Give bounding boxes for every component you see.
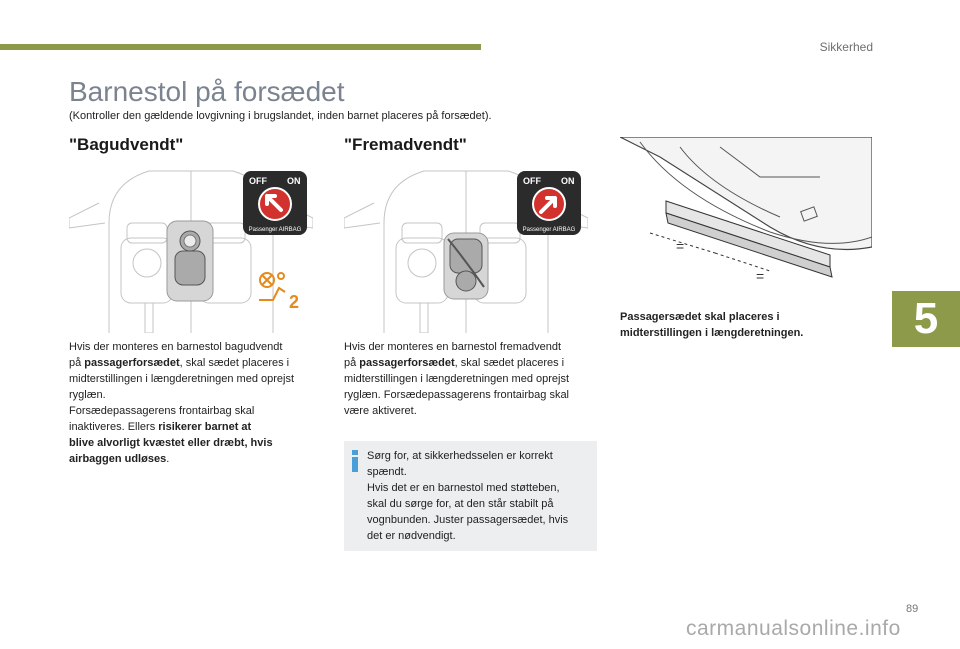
svg-text:ON: ON [561, 176, 575, 186]
info-icon [351, 450, 359, 472]
rear-facing-instructions: Hvis der monteres en barnestol bagudvendt på passagerforsædet, skal sædet placeres i midterstillingen i længderetningen med oprejst ryglæn. Forsædepassagerens frontairbag skal inaktiveres. Ellers risikerer barnet at blive alvorligt kvæstet eller dræbt, hvis airbaggen udløses. [69, 341, 295, 465]
svg-text:OFF: OFF [249, 176, 267, 186]
airbag-off-indicator-icon [243, 171, 307, 235]
svg-text:Passenger AIRBAG: Passenger AIRBAG [522, 227, 576, 233]
front-facing-instructions: Hvis der monteres en barnestol fremadvendt på passagerforsædet, skal sædet placeres i midterstillingen i længderetningen med oprejst ryglæn. Forsædepassagerens frontairbag skal være aktiveret. [344, 341, 570, 417]
svg-text:ON: ON [287, 176, 301, 186]
chapter-tab: 5 [892, 291, 960, 347]
airbag-on-indicator-icon [517, 171, 581, 235]
seat-rail-caption: Passagersædet skal placeres i midterstillingen i længderetningen. [620, 311, 804, 339]
header-accent-bar [0, 44, 481, 50]
page-number: 89 [906, 603, 919, 615]
svg-text:OFF: OFF [523, 176, 541, 186]
svg-text:Passenger AIRBAG: Passenger AIRBAG [248, 227, 302, 233]
info-note-box [344, 441, 597, 551]
airbag-warning-light-icon [255, 270, 303, 310]
page-title: Barnestol på forsædet [69, 76, 345, 107]
svg-text:2: 2 [289, 292, 300, 310]
info-note-text: Sørg for, at sikkerhedsselen er korrekt spændt. Hvis det er en barnestol med støtteben, skal du sørge for, at den står stabilt på vognbunden. Juster passagersædet, hvis det er nødvendigt. [367, 450, 569, 542]
section-name: Sikkerhed [819, 40, 873, 54]
front-facing-heading: "Fremadvendt" [344, 135, 467, 154]
page-subtitle: (Kontroller den gældende lovgivning i brugslandet, inden barnet placeres på forsædet). [69, 110, 492, 122]
svg-text:=: = [676, 238, 685, 254]
svg-text:=: = [756, 268, 765, 284]
seat-rail-illustration [620, 137, 872, 297]
watermark: carmanualsonline.info [686, 617, 901, 640]
rear-facing-heading: "Bagudvendt" [69, 135, 184, 154]
